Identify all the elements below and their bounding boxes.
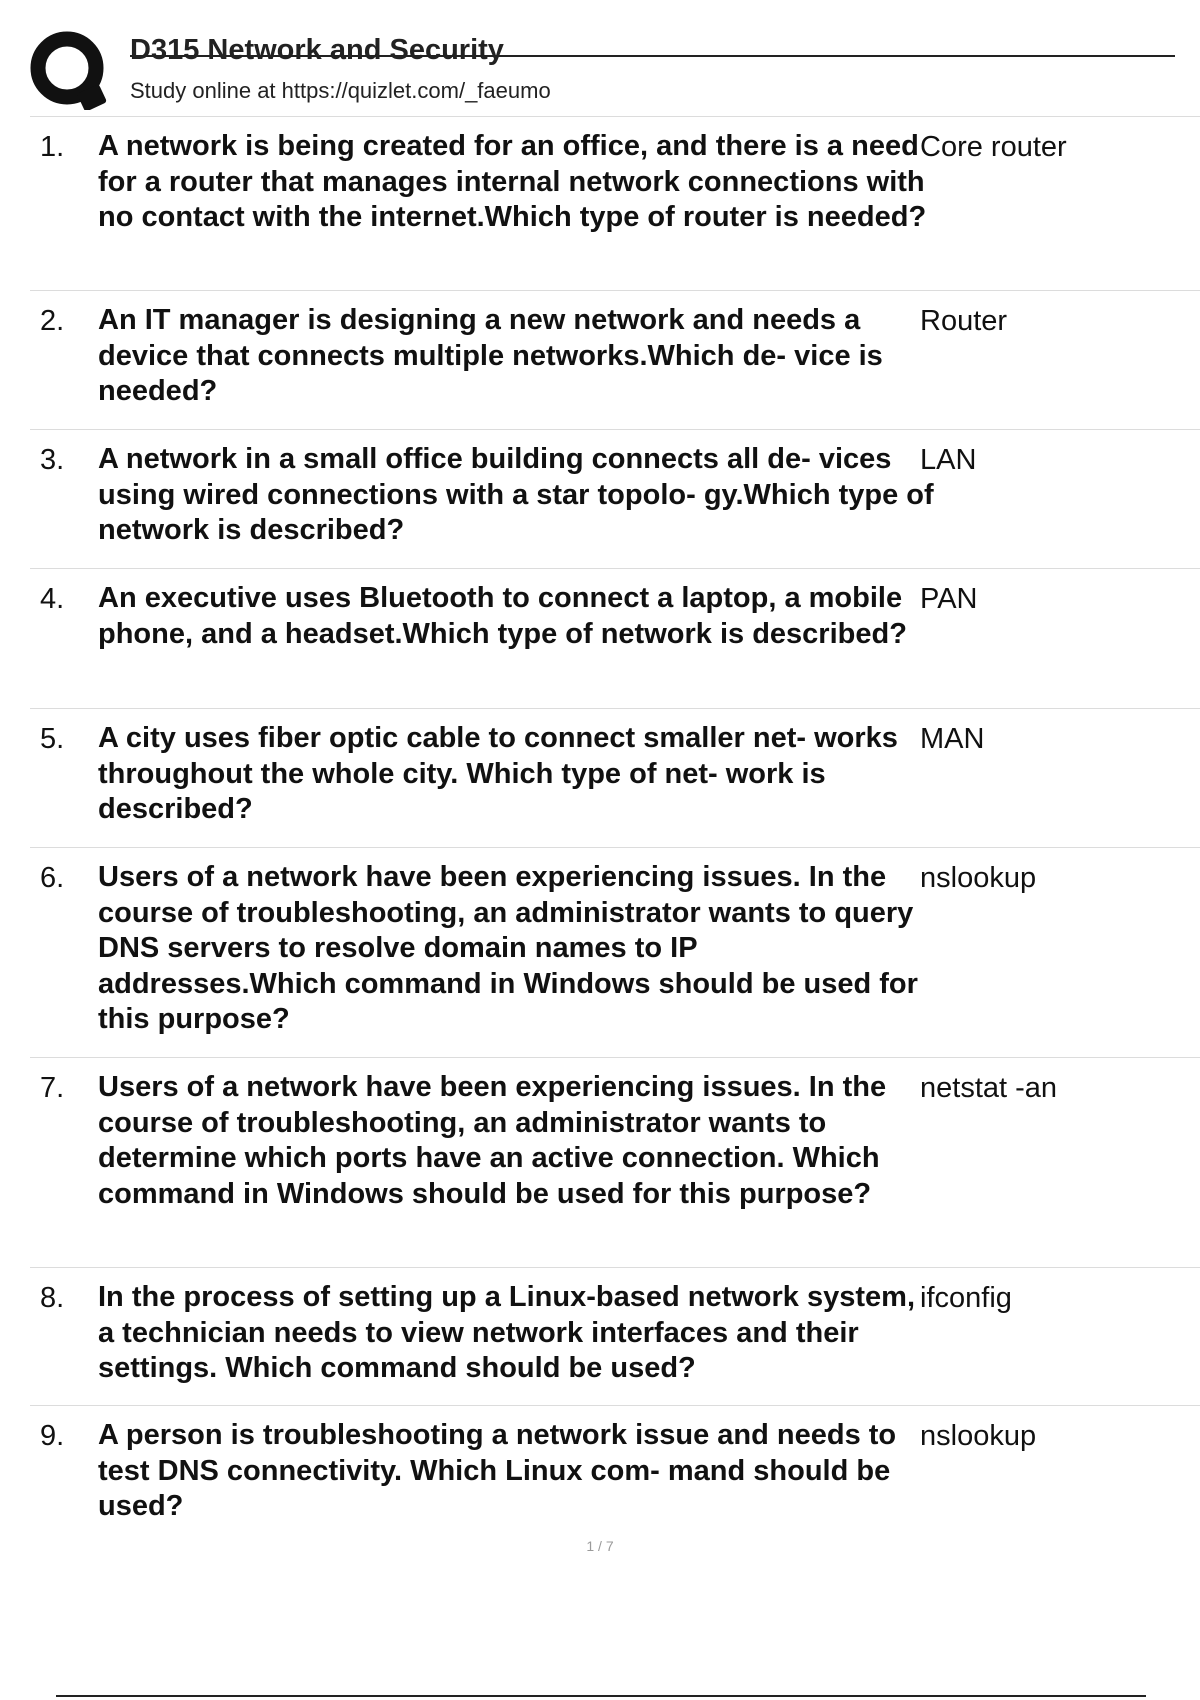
card-question: An executive uses Bluetooth to connect a laptop, a mobile phone, and a headset.Which type of network is described? xyxy=(98,582,907,650)
flashcard-row xyxy=(30,1406,1200,1546)
flashcard-row xyxy=(30,291,1200,430)
card-answer: netstat -an xyxy=(920,1072,1058,1104)
card-number: 9. xyxy=(40,1420,65,1452)
quizlet-q-logo-icon xyxy=(30,30,110,110)
card-answer: PAN xyxy=(920,583,978,615)
card-answer: Router xyxy=(920,305,1008,337)
card-question: An IT manager is designing a new network and needs a device that connects multiple networks.Which de- vice is needed? xyxy=(98,304,883,407)
flashcard-row xyxy=(30,1058,1200,1268)
card-answer: ifconfig xyxy=(920,1282,1012,1314)
card-number: 8. xyxy=(40,1282,65,1314)
flashcard-row xyxy=(30,1268,1200,1406)
card-number: 5. xyxy=(40,723,65,755)
card-question: Users of a network have been experiencing issues. In the course of troubleshooting, an administrator wants to determine which ports have an active connection. Which command in Windows should be used for this purpose? xyxy=(98,1071,887,1210)
flashcard-row xyxy=(30,569,1200,709)
card-number: 7. xyxy=(40,1072,65,1104)
card-number: 6. xyxy=(40,862,65,894)
card-number: 2. xyxy=(40,305,65,337)
card-answer: MAN xyxy=(920,723,985,755)
card-question: A network is being created for an office, and there is a need for a router that manages internal network connections with no contact with the internet.Which type of router is needed? xyxy=(98,130,927,233)
title-strike-line xyxy=(130,55,1175,57)
card-number: 3. xyxy=(40,444,65,476)
card-number: 4. xyxy=(40,583,65,615)
flashcard-row xyxy=(30,848,1200,1058)
card-answer: nslookup xyxy=(920,1420,1037,1452)
card-question: A city uses fiber optic cable to connect smaller net- works throughout the whole city. Which type of net- work is described? xyxy=(98,722,898,825)
flashcard-row xyxy=(30,117,1200,291)
card-answer: Core router xyxy=(920,131,1067,163)
card-question: A person is troubleshooting a network issue and needs to test DNS connectivity. Which Linux com- mand should be used? xyxy=(98,1419,897,1522)
card-answer: LAN xyxy=(920,444,977,476)
card-number: 1. xyxy=(40,131,65,163)
card-question: Users of a network have been experiencing issues. In the course of troubleshooting, an administrator wants to query DNS servers to resolve domain names to IP addresses.Which command in Windows should be used for this purpose? xyxy=(98,861,918,1035)
card-answer: nslookup xyxy=(920,862,1037,894)
page-indicator: 1 / 7 xyxy=(586,1538,614,1554)
card-question: A network in a small office building connects all de- vices using wired connections with a star topolo- gy.Which type of network is described? xyxy=(98,443,934,546)
flashcard-row xyxy=(30,430,1200,569)
page-title: D315 Network and Security xyxy=(130,34,504,66)
card-question: In the process of setting up a Linux-based network system, a technician needs to view network interfaces and their settings. Which command should be used? xyxy=(98,1281,915,1384)
page-header xyxy=(30,30,1150,112)
flashcard-list xyxy=(30,117,1200,1546)
study-online-link-text: Study online at https://quizlet.com/_faeumo xyxy=(130,78,551,103)
footer-rule xyxy=(56,1695,1146,1697)
flashcard-row xyxy=(30,709,1200,848)
